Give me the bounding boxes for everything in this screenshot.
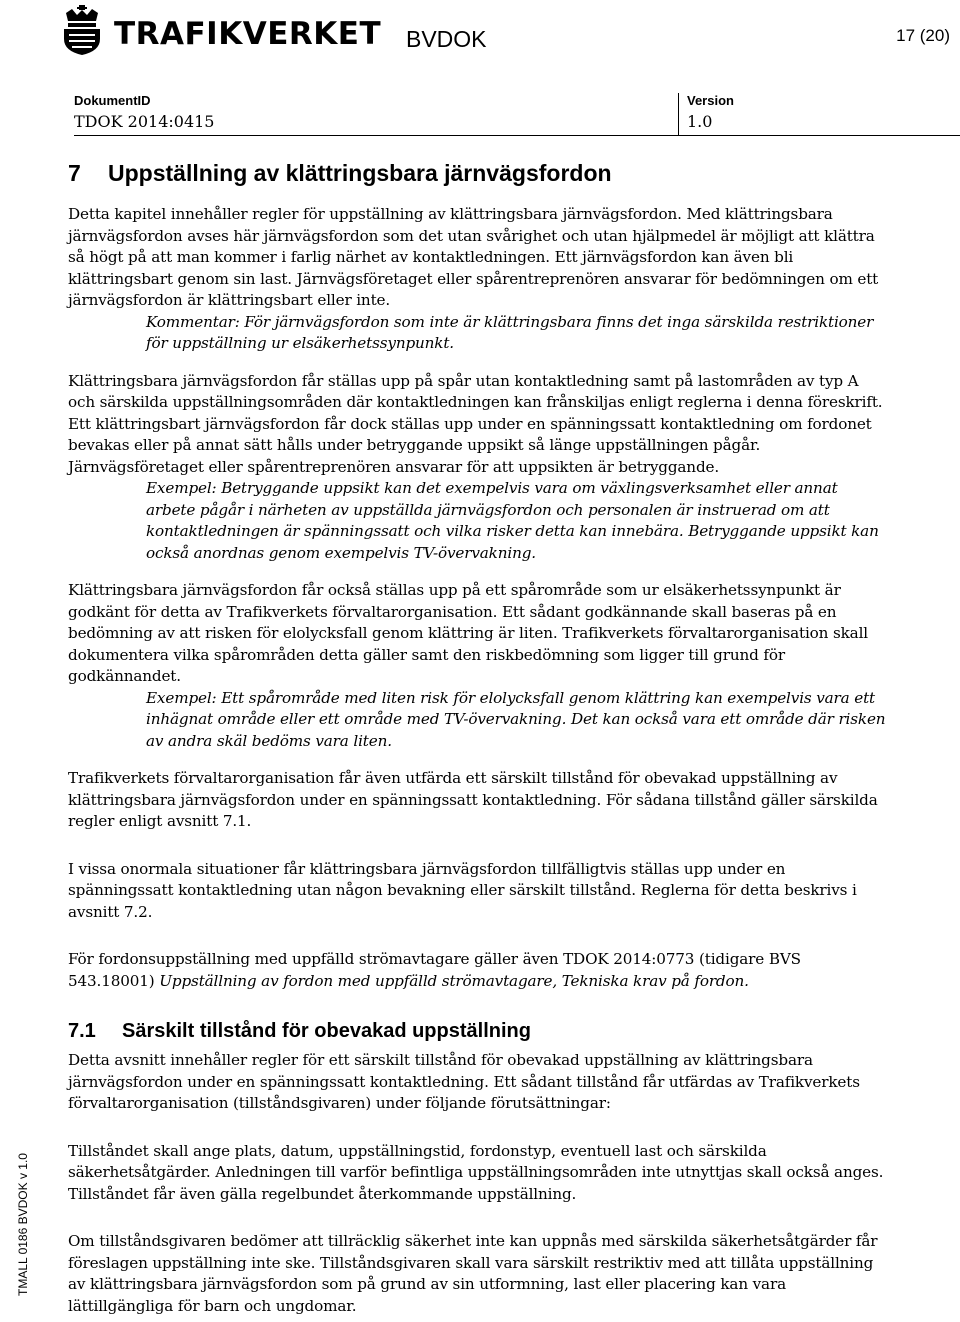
comment-note: Kommentar: För järnvägsfordon som inte är klättringsbara finns det inga särskilda restriktioner för uppställning ur elsäkerhetssynpunkt.: [146, 312, 874, 352]
paragraph: Tillståndet skall ange plats, datum, uppställningstid, fordonstyp, eventuell last och särskilda säkerhetsåtgärder. Anledningen till varför befintliga uppställningsområden inte utnyttjas skall också anges. Tillståndet får även gälla regelbundet återkommande uppställning.: [68, 1141, 884, 1203]
page-content: [68, 158, 890, 1317]
document-id-cell: [74, 93, 652, 135]
example-note: Exempel: Ett spårområde med liten risk för elolycksfall genom klättring kan exempelvis vara ett inhägnat område eller ett område med TV-övervakning. Det kan också vara ett område där risken av andra skäl bedöms vara liten.: [146, 688, 886, 750]
paragraph: Om tillståndsgivaren bedömer att tillräcklig säkerhet inte kan uppnås med särskilda säkerhetsåtgärder får föreslagen uppställning inte ske. Tillståndsgivaren skall vara särskilt restriktiv med att tillåta uppställning av klättringsbara järnvägsfordon som på grund av sin utformning, last eller placering kan vara lättillgängliga för barn och ungdomar.: [68, 1232, 878, 1315]
page-number: 17 (20): [896, 26, 950, 45]
section-7-heading: [68, 158, 890, 188]
reference-title: Uppställning av fordon med uppfälld strömavtagare, Tekniska krav på fordon.: [159, 971, 749, 990]
trafikverket-logo: [60, 5, 382, 55]
section-number: 7: [68, 160, 81, 186]
document-type: BVDOK: [406, 26, 487, 52]
logo-wordmark: TRAFIKVERKET: [114, 16, 382, 52]
template-label: TMALL 0186 BVDOK v 1.0: [16, 1153, 30, 1296]
paragraph-with-reference: [68, 949, 890, 992]
paragraph: Klättringsbara järnvägsfordon får ställas upp på spår utan kontaktledning samt på lastområden av typ A och särskilda uppställningsområden där kontaktledningen kan frånskiljas enligt reglerna i denna föreskrift. Ett klättringsbart järnvägsfordon får dock ställas upp under en spänningssatt kontaktledning om fordonet bevakas eller på annat sätt hålls under betryggande uppsikt så länge uppställningen pågår. Järnvägsföretaget eller spårentreprenören ansvarar för att uppsikten är betryggande.: [68, 371, 883, 476]
example-note: Exempel: Betryggande uppsikt kan det exempelvis vara om växlingsverksamhet eller annat arbete pågår i närheten av uppställda järnvägsfordon och personalen är instruerad om att kontaktledningen är spänningssatt och vilka risker detta kan innebära. Betryggande uppsikt kan också anordnas genom exempelvis TV-övervakning.: [146, 479, 879, 562]
section-7-1-heading: [68, 1018, 890, 1044]
document-id-value: TDOK 2014:0415: [74, 112, 215, 131]
section-title: Särskilt tillstånd för obevakad uppställning: [122, 1020, 531, 1042]
section-title: Uppställning av klättringsbara järnvägsfordon: [108, 160, 612, 186]
paragraph: I vissa onormala situationer får klättringsbara järnvägsfordon tillfälligtvis ställas upp under en spänningssatt kontaktledning utan någon bevakning eller särskilt tillstånd. Reglerna för detta beskrivs i avsnitt 7.2.: [68, 859, 857, 921]
section-number: 7.1: [68, 1020, 96, 1042]
version-cell: [678, 93, 960, 135]
page-header: [0, 0, 960, 70]
document-meta: [74, 93, 960, 136]
crown-emblem-icon: [60, 5, 104, 55]
reference-text: För fordonsuppställning med uppfälld strömavtagare gäller även TDOK 2014:0773 (tidigare BVS 543.18001): [68, 950, 801, 990]
version-label: Version: [687, 93, 734, 108]
paragraph: Klättringsbara järnvägsfordon får också ställas upp på ett spårområde som ur elsäkerhetssynpunkt är godkänt för detta av Trafikverkets förvaltarorganisation. Ett sådant godkännande skall baseras på en bedömning av att risken för elolycksfall genom klättring är liten. Trafikverkets förvaltarorganisation skall dokumentera vilka spårområden detta gäller samt den riskbedömning som ligger till grund för godkännandet.: [68, 581, 868, 685]
document-id-label: DokumentID: [74, 93, 151, 108]
paragraph: Detta avsnitt innehåller regler för ett särskilt tillstånd för obevakad uppställning av klättringsbara järnvägsfordon under en spänningssatt kontaktledning. Ett sådant tillstånd får utfärdas av Trafikverkets förvaltarorganisation (tillståndsgivaren) under följande förutsättningar:: [68, 1051, 860, 1112]
paragraph: Trafikverkets förvaltarorganisation får även utfärda ett särskilt tillstånd för obevakad uppställning av klättringsbara järnvägsfordon under en spänningssatt kontaktledning. För sådana tillstånd gäller särskilda regler enligt avsnitt 7.1.: [68, 769, 878, 830]
paragraph: Detta kapitel innehåller regler för uppställning av klättringsbara järnvägsfordon. Med klättringsbara järnvägsfordon avses här järnvägsfordon som det utan svårighet och utan hjälpmedel är möjligt att klättra så högt på att man kommer i farlig närhet av kontaktledningen. Ett järnvägsfordon kan även bli klättringsbart genom sin last. Järnvägsföretaget eller spårentreprenören ansvarar för bedömningen om ett järnvägsfordon är klättringsbart eller inte.: [68, 205, 879, 309]
version-value: 1.0: [687, 112, 713, 131]
